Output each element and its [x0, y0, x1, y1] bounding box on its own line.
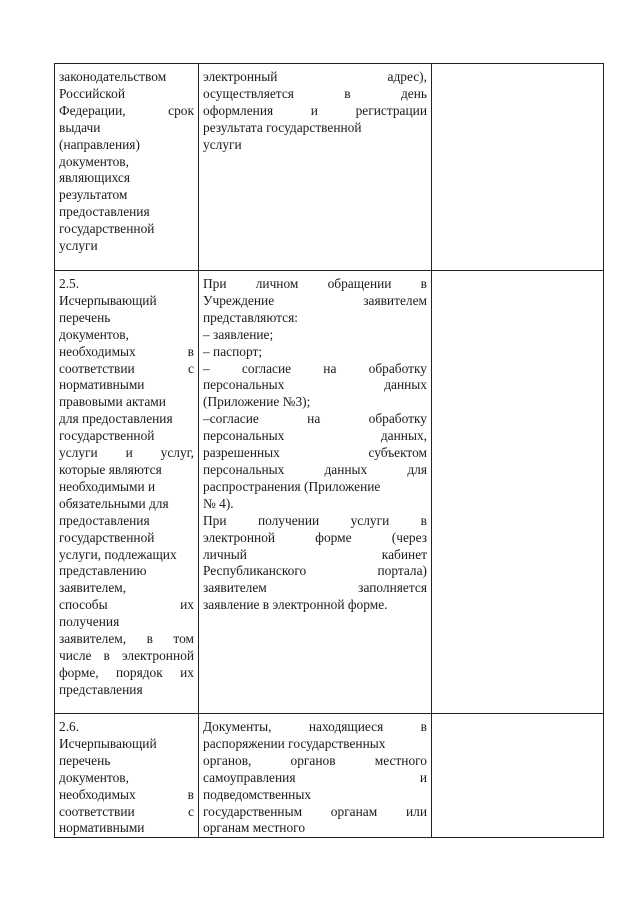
text-line: государственным органам или: [203, 803, 427, 819]
text-line: заявителем, в том: [59, 631, 194, 647]
text-line: услуги: [203, 136, 242, 152]
text-line: осуществляется в день: [203, 85, 427, 101]
text-line: органов, органов местного: [203, 752, 427, 768]
text-line: представления: [59, 681, 143, 697]
text-line: государственной: [59, 221, 155, 237]
text-line: электронный адрес),: [203, 69, 427, 84]
text-line: предоставления: [59, 512, 150, 528]
text-line: государственной: [59, 428, 155, 444]
text-line: необходимых в: [59, 786, 194, 802]
text-line: необходимыми и: [59, 478, 156, 494]
requirement-name-cell: [55, 271, 199, 714]
text-line: При получении услуги в: [203, 512, 427, 528]
text-line: правовыми актами: [59, 394, 166, 410]
regulation-table: [54, 63, 604, 838]
text-line: № 4).: [203, 495, 234, 511]
text-line: законодательством: [59, 69, 167, 84]
text-line: Федерации, срок: [59, 102, 194, 118]
text-line: услуги: [59, 238, 98, 254]
text-line: представляются:: [203, 309, 298, 325]
empty-cell: [432, 714, 604, 838]
text-line: соответствии с: [59, 360, 194, 376]
text-line: Исчерпывающий: [59, 735, 157, 751]
text-line: персональных данных: [203, 377, 427, 393]
text-line: – согласие на обработку: [203, 360, 427, 376]
text-line: электронной форме (через: [203, 529, 427, 545]
text-line: нормативными: [59, 377, 145, 393]
empty-cell: [432, 271, 604, 714]
text-line: Республиканского портала): [203, 563, 427, 579]
text-line: 2.5.: [59, 276, 80, 291]
text-line: –согласие на обработку: [203, 411, 427, 427]
text-line: форме, порядок их: [59, 664, 194, 680]
text-line: получения: [59, 614, 120, 630]
text-line: результатом: [59, 187, 128, 203]
text-line: личный кабинет: [203, 546, 427, 562]
empty-cell: [432, 64, 604, 271]
text-line: являющихся: [59, 170, 131, 186]
text-line: документов,: [59, 769, 129, 785]
text-line: Документы, находящиеся в: [203, 719, 427, 734]
requirement-content-cell: [199, 271, 432, 714]
text-line: обязательными для: [59, 495, 169, 511]
text-line: При личном обращении в: [203, 276, 427, 291]
text-line: заявителем заполняется: [203, 580, 427, 596]
text-line: разрешенных субъектом: [203, 445, 427, 461]
text-line: выдачи: [59, 119, 101, 135]
text-line: оформления и регистрации: [203, 102, 427, 118]
requirement-content-cell: [199, 714, 432, 838]
table-row: [55, 714, 604, 838]
text-line: органам местного: [203, 820, 306, 836]
text-line: распространения (Приложение: [203, 478, 381, 494]
text-line: числе в электронной: [59, 647, 194, 663]
text-line: документов,: [59, 326, 129, 342]
text-line: 2.6.: [59, 719, 80, 734]
text-line: способы их: [59, 597, 194, 613]
text-line: – заявление;: [203, 326, 274, 342]
text-line: (Приложение №3);: [203, 394, 311, 410]
table-row: [55, 271, 604, 714]
text-line: представлению: [59, 563, 147, 579]
text-line: для предоставления: [59, 411, 173, 427]
text-line: услуги, подлежащих: [59, 546, 177, 562]
requirement-name-cell: [55, 64, 199, 271]
text-line: персональных данных для: [203, 461, 427, 477]
text-line: (направления): [59, 136, 140, 152]
text-line: Учреждение заявителем: [203, 292, 427, 308]
text-line: перечень: [59, 309, 111, 325]
text-line: услуги и услуг,: [59, 445, 194, 461]
text-line: нормативными: [59, 820, 145, 836]
text-line: результата государственной: [203, 119, 362, 135]
text-line: необходимых в: [59, 343, 194, 359]
table-row: [55, 64, 604, 271]
text-line: персональных данных,: [203, 428, 427, 444]
text-line: Российской: [59, 85, 125, 101]
text-line: которые являются: [59, 461, 162, 477]
text-line: подведомственных: [203, 786, 312, 802]
text-line: – паспорт;: [203, 343, 263, 359]
text-line: Исчерпывающий: [59, 292, 157, 308]
text-line: перечень: [59, 752, 111, 768]
text-line: заявление в электронной форме.: [203, 597, 388, 613]
text-line: государственной: [59, 529, 155, 545]
text-line: документов,: [59, 153, 129, 169]
requirement-name-cell: [55, 714, 199, 838]
requirement-content-cell: [199, 64, 432, 271]
text-line: соответствии с: [59, 803, 194, 819]
text-line: заявителем,: [59, 580, 127, 596]
text-line: распоряжении государственных: [203, 735, 386, 751]
text-line: предоставления: [59, 204, 150, 220]
text-line: самоуправления и: [203, 769, 427, 785]
